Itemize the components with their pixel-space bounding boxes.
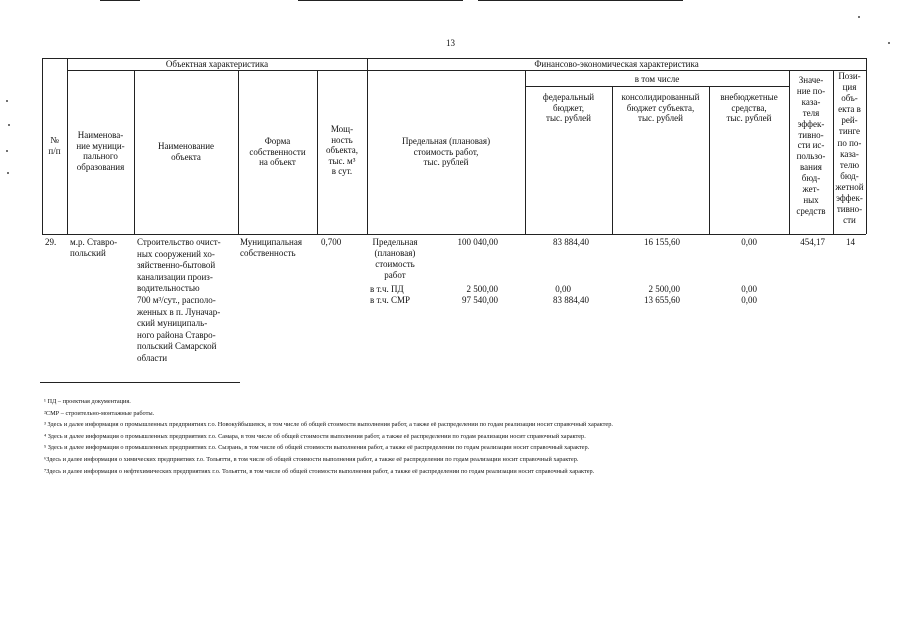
row-number: 29. [45, 237, 57, 247]
row-consolidated-smr: 13 655,60 [644, 295, 680, 305]
footnote: ²СМР – строительно-монтажные работы. [44, 409, 155, 417]
row-efficiency-indicator: 454,17 [800, 237, 825, 247]
header-row-number: № п/п [48, 135, 61, 156]
header-rating-position: Пози- ция объ- екта в рей- тинге по по- каза- телю бюд- жетной эффек- тивно- сти [835, 71, 864, 226]
footnote-separator [40, 382, 240, 383]
header-extrabudgetary: внебюджетные средства, тыс. рублей [720, 92, 778, 123]
row-ownership: Муниципальная собственность [240, 237, 302, 258]
footnote: ⁷Здесь и далее информация о нефтехимических предприятиях г.о. Тольятти, в том числе об общей стоимости выполнения работ, а также её распределении по годам реализации носит справочный характер. [44, 467, 595, 475]
row-extrabudget-smr: 0,00 [741, 295, 757, 305]
row-rating-position: 14 [846, 237, 855, 247]
row-consolidated-pd: 2 500,00 [648, 284, 680, 294]
row-federal-pd: 0,00 [555, 284, 571, 294]
row-object-name: Строительство очист- ных сооружений хо- зяйственно-бытовой канализации произ- водительностью 700 м³/сут., располо- женных в п. Луначар- ский муниципаль- ного района Ставро- польский Самарской области [137, 237, 221, 363]
page-number: 13 [446, 38, 455, 48]
footnote: ¹ ПД – проектная документация. [44, 398, 131, 405]
header-efficiency-indicator: Значе- ние по- каза- теля эффек- тивно- сти ис- пользо- вания бюд- жет- ных средств [796, 75, 826, 216]
row-cost-label-smr: в т.ч. СМР [370, 295, 411, 305]
row-cost-label-pd: в т.ч. ПД [370, 284, 404, 294]
row-extrabudget-total: 0,00 [741, 237, 757, 247]
row-municipality: м.р. Ставро- польский [70, 237, 118, 258]
header-financial-characteristics: Финансово-экономическая характеристика [534, 59, 699, 69]
footnote: ³ Здесь и далее информация о промышленных предприятиях г.о. Новокуйбышевск, в том числе об общей стоимости выполнения работ, а также её распределении по годам реализации носит справочный характер. [44, 421, 613, 429]
footnotes [44, 396, 613, 477]
row-cost-pd: 2 500,00 [466, 284, 498, 294]
header-ownership: Форма собственности на объект [249, 136, 306, 167]
row-federal-smr: 83 884,40 [553, 295, 589, 305]
row-cost-smr: 97 540,00 [462, 295, 498, 305]
header-federal-budget: федеральный бюджет, тыс. рублей [542, 92, 595, 123]
row-cost-label: Предельная (плановая) стоимость работ [372, 237, 418, 280]
footnote: ⁶Здесь и далее информация о химических предприятиях г.о. Тольятти, в том числе об общей стоимости выполнения работ, а также её распределении по годам реализации носит справочный характер. [44, 455, 579, 463]
header-including: в том числе [634, 74, 680, 84]
row-federal-total: 83 884,40 [553, 237, 589, 247]
footnote: ⁵ Здесь и далее информация о промышленных предприятиях г.о. Сызрань, в том числе об общей стоимости выполнения работ, а также её распределении по годам реализации носит справочный характер. [44, 444, 590, 452]
row-consolidated-total: 16 155,60 [644, 237, 680, 247]
header-capacity: Мощ- ность объекта, тыс. м³ в сут. [325, 124, 359, 176]
header-object-characteristics: Объектная характеристика [165, 59, 269, 69]
header-consolidated-budget: консолидированный бюджет субъекта, тыс. рублей [621, 92, 700, 123]
row-cost-total: 100 040,00 [457, 237, 498, 247]
header-object-name: Наименование объекта [157, 141, 215, 162]
header-municipality: Наименова- ние муници- пального образования [76, 130, 125, 172]
footnote: ⁴ Здесь и далее информация о промышленных предприятиях г.о. Самара, в том числе об общей стоимости выполнения работ, а также её распределении по годам реализации носит справочный характер. [44, 432, 586, 440]
row-extrabudget-pd: 0,00 [741, 284, 757, 294]
row-capacity: 0,700 [321, 237, 342, 247]
header-planned-cost: Предельная (плановая) стоимость работ, тыс. рублей [401, 136, 491, 167]
